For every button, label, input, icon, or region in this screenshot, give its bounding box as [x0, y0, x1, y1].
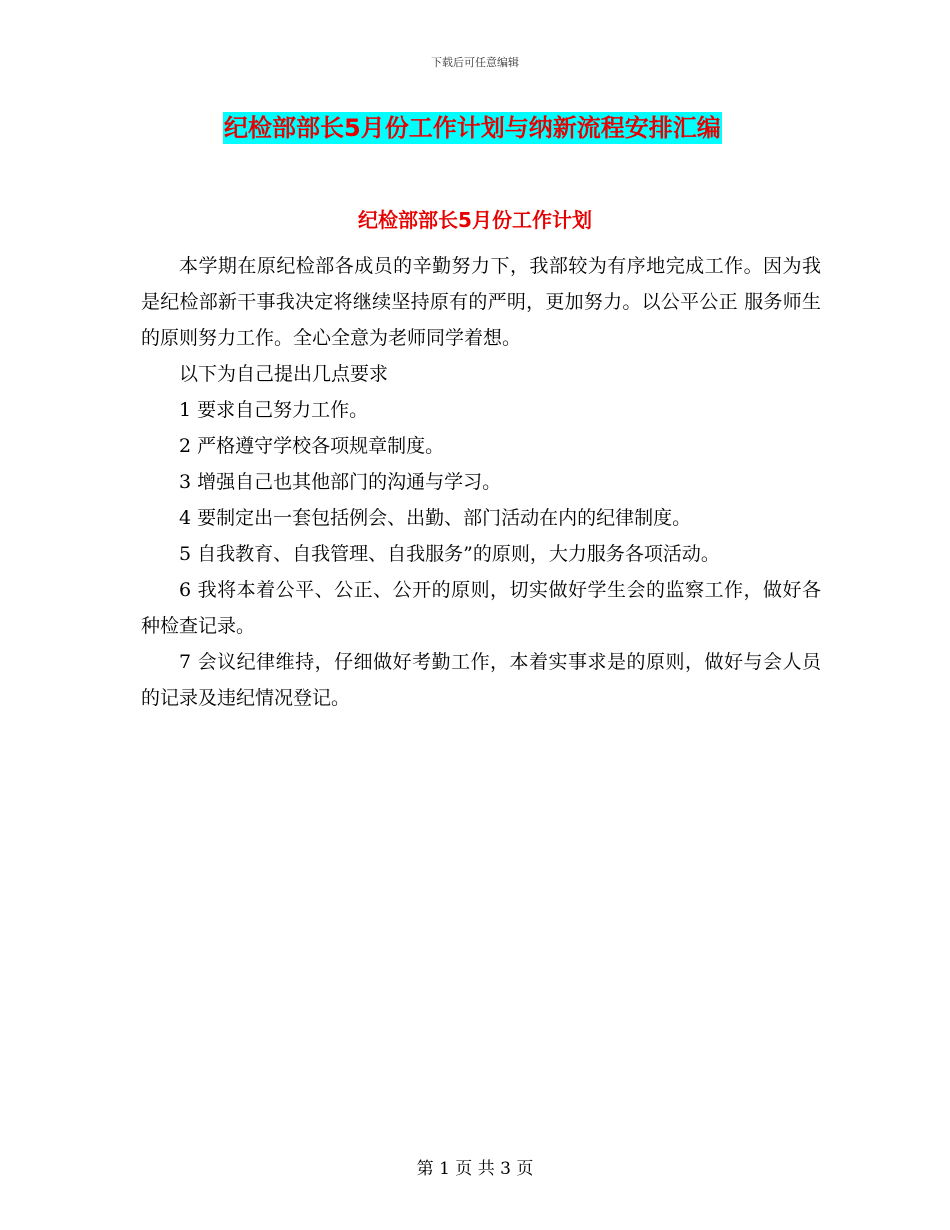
list-item: 4 要制定出一套包括例会、出勤、部门活动在内的纪律制度。 — [179, 507, 692, 529]
list-item: 6 我将本着公平、公正、公开的原则，切实做好学生会的监察工作，做好各种检查记录。 — [141, 579, 821, 637]
page-number: 第 1 页 共 3 页 — [416, 1159, 534, 1179]
list-item: 7 会议纪律维持，仔细做好考勤工作，本着实事求是的原则，做好与会人员的记录及违纪情况登记。 — [141, 651, 821, 709]
list-item: 3 增强自己也其他部门的沟通与学习。 — [179, 471, 502, 493]
document-title: 纪检部部长5月份工作计划与纳新流程安排汇编 — [224, 114, 721, 142]
list-item: 1 要求自己努力工作。 — [179, 399, 369, 421]
section-title: 纪检部部长5月份工作计划 — [358, 208, 592, 232]
document-body — [141, 248, 821, 716]
requirements-heading: 以下为自己提出几点要求 — [179, 363, 389, 385]
header-note: 下载后可任意编辑 — [431, 56, 519, 69]
list-item: 5 自我教育、自我管理、自我服务”的原则，大力服务各项活动。 — [179, 543, 720, 565]
intro-paragraph: 本学期在原纪检部各成员的辛勤努力下，我部较为有序地完成工作。因为我是纪检部新干事我决定将继续坚持原有的严明，更加努力。以公平公正 服务师生的原则努力工作。全心全意为老师同学着想。 — [141, 255, 821, 349]
list-item: 2 严格遵守学校各项规章制度。 — [179, 435, 445, 457]
